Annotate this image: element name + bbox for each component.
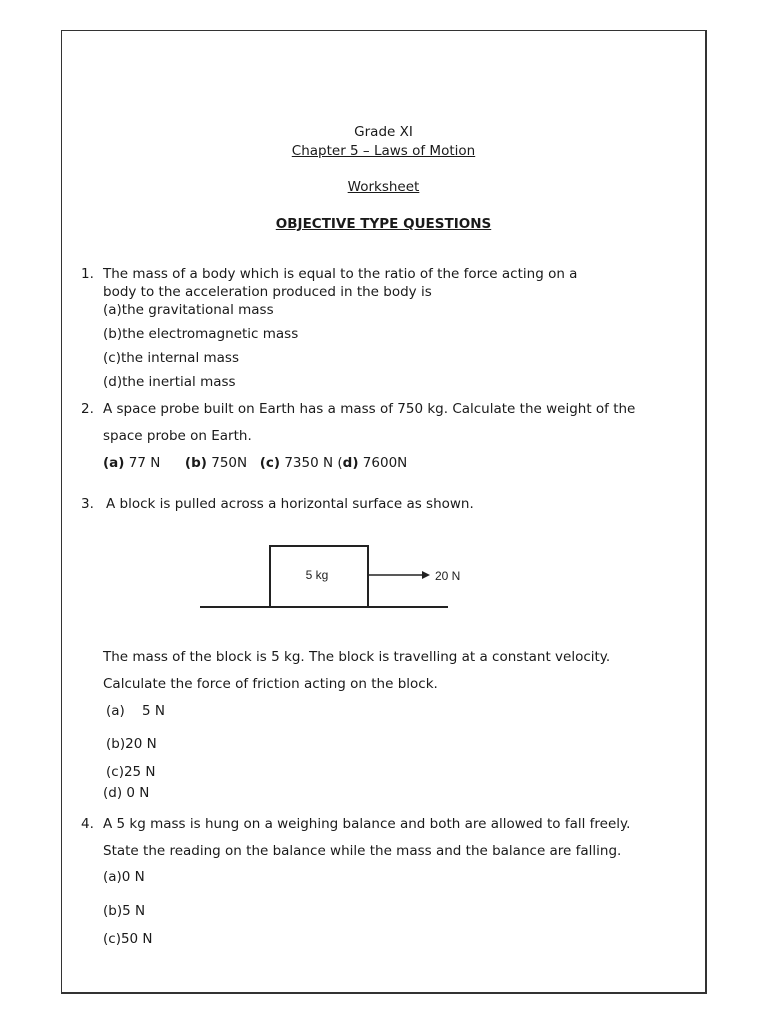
option-value: 7600N — [362, 455, 408, 471]
block-mass-label: 5 kg — [305, 568, 329, 582]
question-number: 4. — [81, 816, 94, 832]
question-text: body to the acceleration produced in the body is — [103, 284, 432, 300]
question-text: A space probe built on Earth has a mass of 750 kg. Calculate the weight of the — [103, 401, 636, 417]
question-text: space probe on Earth. — [103, 428, 252, 444]
question-number: 3. — [81, 496, 94, 512]
force-arrow-head — [422, 571, 430, 579]
answer-option: (b)5 N — [103, 903, 146, 919]
question-number: 2. — [81, 401, 94, 417]
answer-option: (b)20 N — [106, 736, 157, 752]
option-value: 7350 N ( — [284, 455, 343, 471]
force-label: 20 N — [435, 569, 461, 583]
option-label: (b) — [184, 455, 207, 471]
answer-option: (c)the internal mass — [103, 350, 239, 366]
answer-option: (d)the inertial mass — [103, 374, 236, 390]
chapter-heading: Chapter 5 – Laws of Motion — [291, 143, 476, 159]
answer-option: (a)the gravitational mass — [103, 302, 274, 318]
question-text: The mass of the block is 5 kg. The block is travelling at a constant velocity. — [103, 649, 611, 665]
answer-options-row — [103, 455, 407, 471]
question-text: Calculate the force of friction acting on the block. — [103, 676, 438, 692]
answer-option: (b)the electromagnetic mass — [103, 326, 299, 342]
question-text: The mass of a body which is equal to the ratio of the force acting on a — [103, 266, 578, 282]
option-label: (a) — [103, 455, 125, 471]
answer-option: (a)0 N — [103, 869, 145, 885]
answer-option: (a) 5 N — [106, 703, 165, 719]
answer-option: (d) 0 N — [103, 785, 150, 801]
block-force-diagram — [200, 544, 470, 616]
answer-option: (c)25 N — [106, 764, 156, 780]
question-text: State the reading on the balance while the mass and the balance are falling. — [103, 843, 622, 859]
diagram-svg — [200, 544, 470, 616]
option-label: d) — [342, 455, 359, 471]
option-value: 77 N — [128, 455, 161, 471]
question-number: 1. — [81, 266, 94, 282]
question-text: A 5 kg mass is hung on a weighing balance and both are allowed to fall freely. — [103, 816, 631, 832]
option-value: 750N — [211, 455, 248, 471]
section-title: OBJECTIVE TYPE QUESTIONS — [275, 216, 492, 232]
option-label: (c) — [259, 455, 281, 471]
question-text: A block is pulled across a horizontal surface as shown. — [106, 496, 474, 512]
worksheet-page — [61, 30, 707, 994]
worksheet-heading: Worksheet — [347, 179, 420, 195]
grade-heading: Grade XI — [354, 124, 413, 140]
answer-option: (c)50 N — [103, 931, 153, 947]
